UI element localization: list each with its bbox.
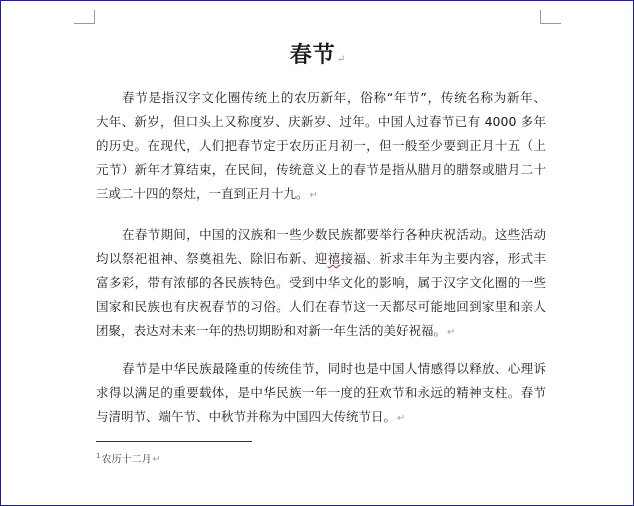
crop-mark-top-right	[540, 10, 561, 24]
paragraph-line	[96, 405, 546, 431]
paragraph-1[interactable]	[96, 86, 546, 208]
paragraph-mark-icon: ↵	[152, 454, 161, 466]
spelling-error-word[interactable]: 禧	[327, 251, 341, 266]
paragraph-line: 元节）新年才算结束，在民间，传统意义上的春节是指从腊月的腊祭或腊月二十	[96, 162, 546, 177]
paragraph-line: 大年、新岁，但口头上又称度岁、庆新岁、过年。中国人过春节已有 4000 多年	[96, 114, 546, 129]
paragraph-3[interactable]	[96, 357, 546, 431]
paragraph-mark-icon: ↵	[397, 413, 406, 424]
paragraph-mark-icon: ↵	[447, 327, 456, 338]
paragraph-line	[96, 319, 546, 345]
paragraph-line-text: 接福、祈求丰年为主要内容，形式丰	[340, 251, 546, 266]
paragraph-line-text: 三或二十四的祭灶，一直到正月十九。	[96, 186, 309, 201]
footnote-separator	[96, 441, 252, 442]
paragraph-line	[96, 247, 546, 271]
paragraph-line: 春节是指汉字文化圈传统上的农历新年，俗称“年节”，传统名称为新年、	[122, 90, 546, 105]
paragraph-line: 在春节期间，中国的汉族和一些少数民族都要举行各种庆祝活动。这些活动	[122, 227, 546, 242]
paragraph-line	[96, 182, 546, 208]
paragraph-mark-icon: ↵	[309, 190, 318, 201]
crop-mark-top-left	[74, 10, 95, 24]
paragraph-line-text: 团聚，表达对未来一年的热切期盼和对新一年生活的美好祝福。	[96, 323, 447, 338]
paragraph-mark-icon: ↵	[336, 54, 347, 65]
footnote[interactable]	[96, 449, 161, 467]
paragraph-line: 求得以满足的重要载体，是中华民族一年一度的狂欢节和永远的精神支柱。春节	[96, 385, 546, 400]
paragraph-line-text: 与清明节、端午节、中秋节并称为中国四大传统节日。	[96, 409, 397, 424]
paragraph-line-text: 均以祭祀祖神、祭奠祖先、除旧布新、迎	[96, 251, 328, 266]
footnote-marker: 1	[96, 452, 101, 460]
paragraph-2[interactable]	[96, 223, 546, 345]
title-text: 春节	[289, 42, 336, 68]
paragraph-line: 的历史。在现代，人们把春节定于农历正月初一，但一般至少要到正月十五（上	[96, 138, 546, 153]
footnote-text: 农历十二月	[101, 454, 152, 466]
paragraph-line: 春节是中华民族最隆重的传统佳节，同时也是中国人情感得以释放、心理诉	[122, 361, 546, 376]
paragraph-line: 富多彩，带有浓郁的各民族特色。受到中华文化的影响，属于汉字文化圈的一些	[96, 275, 546, 290]
document-title[interactable]	[1, 40, 634, 75]
paragraph-line: 国家和民族也有庆祝春节的习俗。人们在春节这一天都尽可能地回到家里和亲人	[96, 299, 546, 314]
